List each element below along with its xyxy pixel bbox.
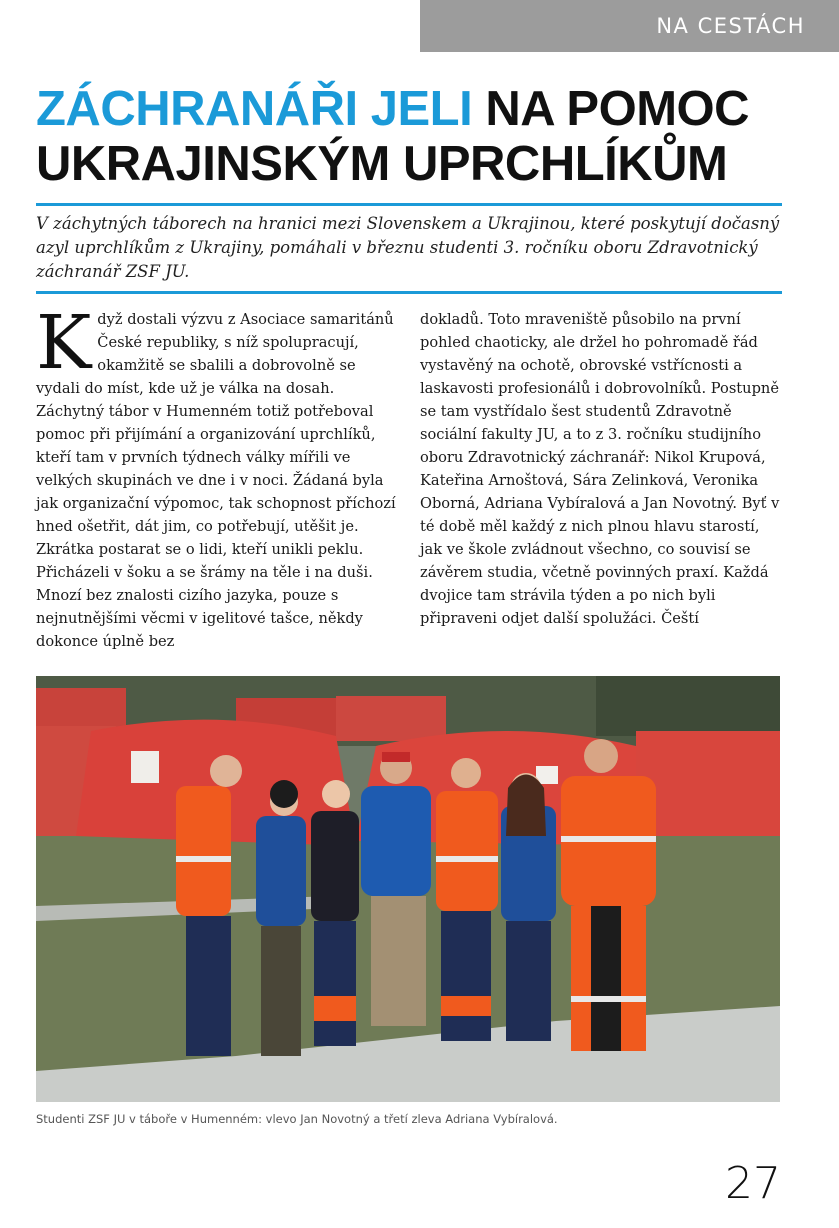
section-label: NA CESTÁCH: [656, 14, 805, 38]
headline-accent: ZÁCHRANÁŘI JELI: [36, 82, 473, 136]
group-photo: [36, 676, 780, 1102]
top-rule: [36, 203, 782, 206]
body-column-left: [36, 300, 398, 653]
perex: V záchytných táborech na hranici mezi Slovenskem a Ukrajinou, které poskytují dočasný azyl uprchlíkům z Ukrajiny, pomáhali v březnu studenti 3. ročníku oboru Zdravotnický záchranář ZSF JU.: [36, 214, 780, 281]
page-number: 27: [725, 1158, 781, 1209]
bottom-rule: [36, 291, 782, 294]
headline: [36, 82, 796, 192]
headline-rest: NA POMOC UKRAJINSKÝM UPRCHLÍKŮM: [36, 82, 750, 191]
body-left-text: dyž dostali výzvu z Asociace samaritánů České republiky, s níž spolupracují, okamžitě se sbalili a dobrovolně se vydali do míst, kde už je válka na dosah. Záchytný tábor v Humenném totiž potřeboval pomoc při přijímání a organizování uprchlíků, kteří tam v prvních týdnech války mířili ve velkých skupinách ve dne i v noci. Žádaná byla jak organizační výpomoc, tak schopnost příchozí hned ošetřit, dát jim, co potřebují, utěšit je. Zkrátka postarat se o lidi, kteří unikli peklu. Přicházeli v šoku a se šrámy na těle i na duši. Mnozí bez znalosti cizího jazyka, pouze s nejnutnějšími věcmi v igelitové tašce, někdy dokonce úplně bez: [36, 311, 396, 650]
drop-cap: K: [36, 300, 92, 386]
section-tab: [420, 0, 839, 52]
body-column-right: dokladů. Toto mraveniště působilo na první pohled chaoticky, ale držel ho pohromadě řád vystavěný na ochotě, obrovské vstřícnosti a laskavosti profesionálů i dobrovolníků. Postupně se tam vystřídalo šest studentů Zdravotně sociální fakulty JU, a to z 3. ročníku studijního oboru Zdravotnický záchranář: Nikol Krupová, Kateřina Arnoštová, Sára Zelinková, Veronika Oborná, Adriana Vybíralová a Jan Novotný. Byť v té době měl každý z nich plnou hlavu starostí, jak ve škole zvládnout všechno, co souvisí se závěrem studia, včetně povinných praxí. Každá dvojice tam strávila týden a po nich byli připraveni odjet další spolužáci. Čeští: [420, 311, 780, 627]
photo-caption: Studenti ZSF JU v táboře v Humenném: vlevo Jan Novotný a třetí zleva Adriana Vybíralová.: [36, 1112, 558, 1126]
